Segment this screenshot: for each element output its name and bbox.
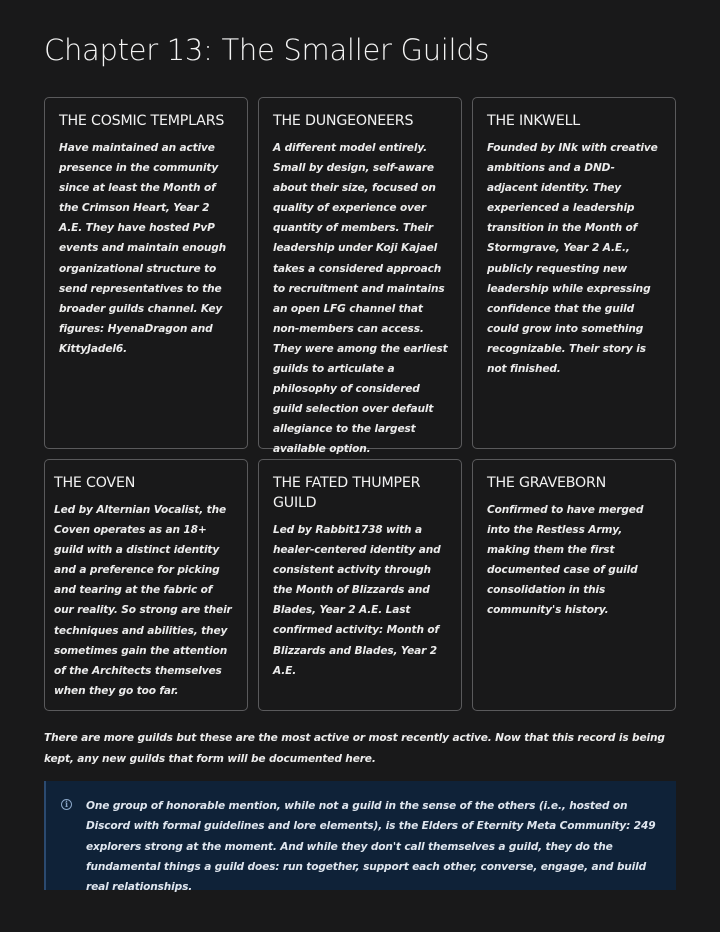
guild-description: Founded by INk with creative ambitions and a DND-adjacent identity. They experienced a leadership transition in the Month of Stormgrave, Year 2 A.E., publicly requesting new leadership while expressing confidence that the guild could grow into something recognizable. Their story is not finished. xyxy=(487,142,658,376)
guild-card-dungeoneers xyxy=(258,97,462,456)
info-icon: i xyxy=(61,799,72,810)
guilds-footnote: There are more guilds but these are the most active or most recently active. Now that this record is being kept, any new guilds that form will be documented here. xyxy=(44,732,665,765)
guild-card-graveborn xyxy=(472,459,676,711)
guild-description: A different model entirely. Small by design, self-aware about their size, focused on quality of experience over quantity of members. Their leadership under Koji Kajael takes a considered approach to recruitment and maintains an open LFG channel that non-members can access. They were among the earliest guilds to articulate a philosophy of considered guild selection over default allegiance to the largest available option. xyxy=(273,142,448,456)
guild-description: Confirmed to have merged into the Restless Army, making them the first documented case of guild consolidation in this community's history. xyxy=(487,504,644,617)
honorable-mention-callout xyxy=(44,781,676,894)
callout-text: One group of honorable mention, while not a guild in the sense of the others (i.e., hosted on Discord with formal guidelines and lore elements), is the Elders of Eternity Meta Community: 249 explorers strong at the moment. And while they don't call themselves a guild, they do the fundamental things a guild does: run together, support each other, converse, engage, and build real relationships. xyxy=(86,800,656,894)
guild-name: THE GRAVEBORN xyxy=(487,475,607,491)
guild-name: THE DUNGEONEERS xyxy=(273,113,414,129)
guild-card-coven xyxy=(44,459,248,711)
guild-card-cosmic-templars xyxy=(44,97,248,449)
guild-card-inkwell xyxy=(472,97,676,449)
guild-card-fated-thumper xyxy=(258,459,462,711)
guild-description: Led by Alternian Vocalist, the Coven operates as an 18+ guild with a distinct identity and a preference for picking and tearing at the fabric of our reality. So strong are their techniques and abilities, they sometimes gain the attention of the Architects themselves when they go too far. xyxy=(54,504,232,697)
page-title: Chapter 13: The Smaller Guilds xyxy=(44,33,490,67)
guild-name: THE FATED THUMPER GUILD xyxy=(273,475,421,511)
guild-name: THE COSMIC TEMPLARS xyxy=(59,113,225,129)
guild-description: Led by Rabbit1738 with a healer-centered identity and consistent activity through the Month of Blizzards and Blades, Year 2 A.E. Last confirmed activity: Month of Blizzards and Blades, Year 2 A.E. xyxy=(273,524,441,677)
guild-name: THE INKWELL xyxy=(487,113,581,129)
guild-description: Have maintained an active presence in the community since at least the Month of the Crimson Heart, Year 2 A.E. They have hosted PvP events and maintain enough organizational structure to send representatives to the broader guilds channel. Key figures: HyenaDragon and KittyJadel6. xyxy=(59,142,227,355)
guild-name: THE COVEN xyxy=(54,475,136,491)
